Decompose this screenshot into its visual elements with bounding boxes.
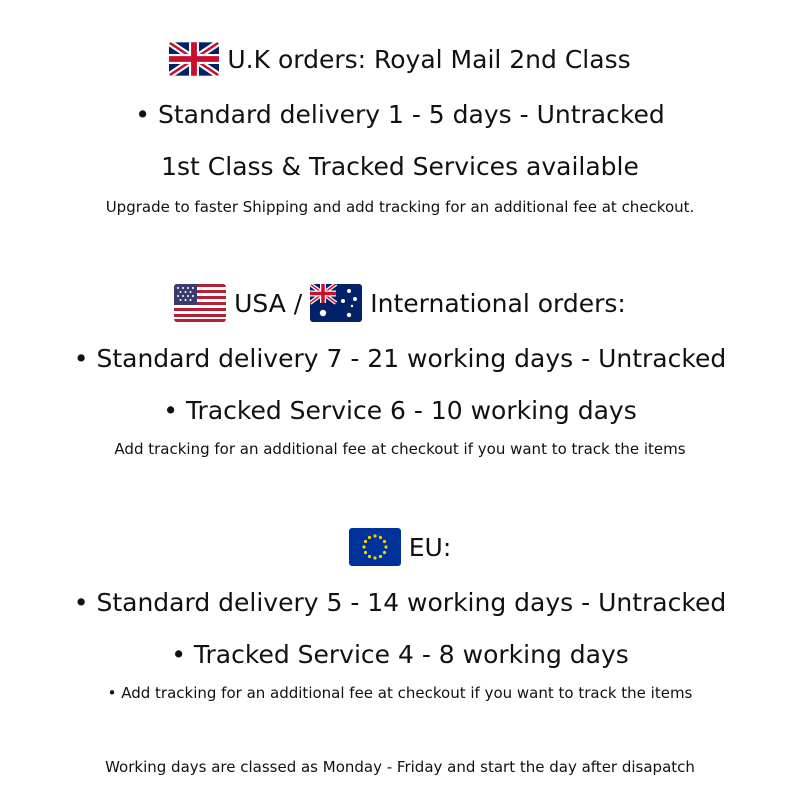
eu-heading-text: EU: xyxy=(408,532,452,562)
usa-flag-icon xyxy=(174,284,226,322)
eu-heading xyxy=(0,528,800,566)
intl-standard-delivery: • Standard delivery 7 - 21 working days - Untracked xyxy=(73,344,727,373)
uk-standard-delivery: • Standard delivery 1 - 5 days - Untracked xyxy=(135,100,665,129)
eu-tracked-service: • Tracked Service 4 - 8 working days xyxy=(171,640,629,669)
intl-tracking-note: Add tracking for an additional fee at checkout if you want to track the items xyxy=(114,440,686,458)
uk-flag-icon xyxy=(169,42,219,76)
intl-heading xyxy=(0,284,800,322)
intl-tracked-service: • Tracked Service 6 - 10 working days xyxy=(163,396,637,425)
intl-heading-part2: International orders: xyxy=(370,288,626,318)
uk-upgrade-note: Upgrade to faster Shipping and add tracking for an additional fee at checkout. xyxy=(105,198,695,216)
uk-heading-text: U.K orders: Royal Mail 2nd Class xyxy=(227,44,631,74)
australia-flag-icon xyxy=(310,284,362,322)
eu-standard-delivery: • Standard delivery 5 - 14 working days - Untracked xyxy=(73,588,727,617)
eu-tracking-note: • Add tracking for an additional fee at checkout if you want to track the items xyxy=(107,684,693,702)
uk-tracked-services: 1st Class & Tracked Services available xyxy=(161,152,639,181)
uk-heading xyxy=(0,42,800,76)
working-days-footer: Working days are classed as Monday - Friday and start the day after disapatch xyxy=(105,758,695,776)
intl-heading-part1: USA / xyxy=(234,288,303,318)
eu-flag-icon xyxy=(349,528,401,566)
